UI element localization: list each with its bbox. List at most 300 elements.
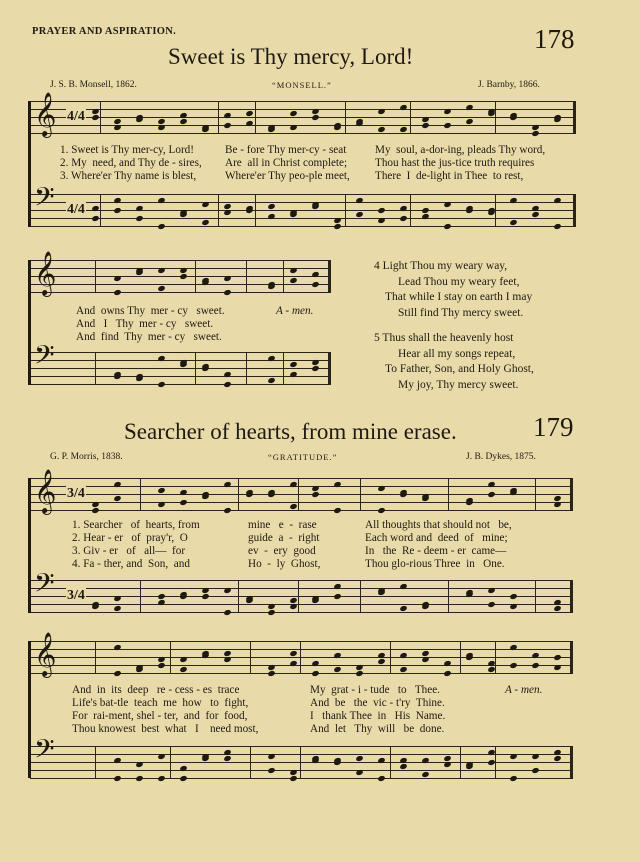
note-head bbox=[245, 207, 253, 214]
note-head bbox=[531, 753, 539, 760]
note-head bbox=[135, 666, 143, 673]
note-head bbox=[91, 215, 99, 222]
barline bbox=[448, 478, 449, 511]
verse-line: To Father, Son, and Holy Ghost, bbox=[385, 363, 534, 375]
note-head bbox=[355, 670, 363, 677]
note-head bbox=[267, 609, 275, 616]
note-head bbox=[245, 491, 253, 498]
staff-line bbox=[30, 202, 575, 203]
note-head bbox=[509, 603, 517, 610]
note-head bbox=[113, 124, 121, 131]
note-head bbox=[245, 597, 253, 604]
barline bbox=[460, 746, 461, 779]
lyric-phrase: 2. My need, and Thy de - sires, bbox=[60, 157, 202, 169]
treble-clef-icon: 𝄞 bbox=[34, 253, 57, 295]
note-head bbox=[465, 118, 473, 125]
note-head bbox=[267, 203, 275, 210]
lyric-phrase: Be - fore Thy mer-cy - seat bbox=[225, 144, 347, 156]
note-head bbox=[443, 223, 451, 230]
lyric-phrase: Thou glo-rious Three in One. bbox=[365, 558, 505, 570]
note-head bbox=[421, 495, 429, 502]
note-head bbox=[509, 662, 517, 669]
barline bbox=[535, 580, 536, 613]
barline bbox=[328, 352, 331, 385]
lyric-phrase: Life's bat-tle teach me how to fight, bbox=[72, 697, 249, 709]
note-head bbox=[179, 775, 187, 782]
note-head bbox=[421, 656, 429, 663]
note-head bbox=[113, 289, 121, 296]
note-head bbox=[157, 593, 165, 600]
barline bbox=[448, 580, 449, 613]
barline bbox=[246, 352, 247, 385]
note-head bbox=[465, 499, 473, 506]
treble-staff bbox=[30, 471, 572, 513]
note-head bbox=[113, 775, 121, 782]
treble-staff bbox=[30, 634, 572, 676]
note-head bbox=[223, 275, 231, 282]
note-head bbox=[289, 603, 297, 610]
note-head bbox=[157, 501, 165, 508]
note-head bbox=[157, 118, 165, 125]
barline bbox=[298, 580, 299, 613]
lyric-phrase: In the Re - deem - er came— bbox=[365, 545, 507, 557]
barline bbox=[140, 580, 141, 613]
system-brace bbox=[28, 478, 31, 613]
treble-clef-icon: 𝄞 bbox=[34, 471, 57, 513]
lyric-phrase: 4. Fa - ther, and Son, and bbox=[72, 558, 190, 570]
barline bbox=[535, 478, 536, 511]
barline bbox=[460, 641, 461, 674]
note-head bbox=[333, 666, 341, 673]
system-brace bbox=[28, 260, 31, 385]
note-head bbox=[157, 487, 165, 494]
note-head bbox=[201, 593, 209, 600]
note-head bbox=[113, 207, 121, 214]
extra-verse bbox=[374, 259, 534, 321]
time-signature: 4/4 bbox=[67, 109, 85, 124]
note-head bbox=[223, 755, 231, 762]
barline bbox=[298, 478, 299, 511]
note-head bbox=[267, 126, 275, 133]
note-head bbox=[377, 658, 385, 665]
lyric-phrase: Ho - ly Ghost, bbox=[248, 558, 321, 570]
verse-number: 4 bbox=[374, 260, 380, 272]
note-head bbox=[333, 223, 341, 230]
note-head bbox=[267, 491, 275, 498]
verse-row bbox=[374, 378, 534, 394]
barline bbox=[573, 194, 576, 227]
note-head bbox=[201, 201, 209, 208]
bass-clef-icon: 𝄢 bbox=[34, 182, 55, 218]
time-signature: 3/4 bbox=[67, 588, 85, 603]
verse-line: Still find Thy mercy sweet. bbox=[398, 306, 524, 319]
note-head bbox=[113, 605, 121, 612]
note-head bbox=[465, 654, 473, 661]
staff-line bbox=[30, 226, 575, 227]
note-head bbox=[553, 605, 561, 612]
note-head bbox=[91, 114, 99, 121]
verse-row bbox=[374, 290, 534, 306]
lyric-phrase: Thou hast the jus-tice truth requires bbox=[375, 157, 535, 169]
note-head bbox=[377, 207, 385, 214]
note-head bbox=[355, 769, 363, 776]
note-head bbox=[223, 203, 231, 210]
lyric-phrase: I thank Thee in His Name. bbox=[310, 710, 446, 722]
barline bbox=[255, 101, 256, 134]
lyric-phrase: And I Thy mer - cy sweet. bbox=[76, 318, 214, 330]
staff-line bbox=[30, 612, 572, 613]
lyric-phrase: 3. Where'er Thy name is blest, bbox=[60, 170, 197, 182]
staff-line bbox=[30, 292, 330, 293]
barline bbox=[570, 478, 573, 511]
note-head bbox=[289, 597, 297, 604]
note-head bbox=[135, 761, 143, 768]
lyric-phrase: guide a - right bbox=[248, 532, 320, 544]
note-head bbox=[509, 753, 517, 760]
barline bbox=[238, 478, 239, 511]
note-head bbox=[113, 495, 121, 502]
section-heading: PRAYER AND ASPIRATION. bbox=[32, 26, 176, 37]
verse-row bbox=[374, 275, 534, 291]
verse-line: Thus shall the heavenly host bbox=[382, 332, 514, 344]
note-head bbox=[421, 650, 429, 657]
verse-line: Light Thou my weary way, bbox=[382, 260, 508, 272]
barline bbox=[495, 746, 496, 779]
note-head bbox=[157, 267, 165, 274]
note-head bbox=[157, 775, 165, 782]
note-head bbox=[157, 223, 165, 230]
lyric-phrase: mine e - rase bbox=[248, 519, 317, 531]
note-head bbox=[179, 118, 187, 125]
hymn-title: Searcher of hearts, from mine erase. bbox=[124, 419, 457, 444]
barline bbox=[328, 260, 331, 293]
note-head bbox=[201, 755, 209, 762]
note-head bbox=[223, 381, 231, 388]
barline bbox=[360, 478, 361, 511]
verse-line: Lead Thou my weary feet, bbox=[398, 275, 520, 288]
treble-clef-icon: 𝄞 bbox=[34, 634, 57, 676]
barline bbox=[218, 101, 219, 134]
staff-line bbox=[30, 580, 572, 581]
staff-line bbox=[30, 510, 572, 511]
staff-line bbox=[30, 770, 572, 771]
extra-verses bbox=[374, 259, 534, 403]
lyric-phrase: 2. Hear - er of pray'r, O bbox=[72, 532, 188, 544]
lyric-phrase: And in its deep re - cess - es trace bbox=[72, 684, 240, 696]
amen-text: A - men. bbox=[505, 684, 543, 696]
hymn-title: Sweet is Thy mercy, Lord! bbox=[168, 44, 414, 69]
note-head bbox=[377, 126, 385, 133]
note-head bbox=[113, 373, 121, 380]
staff-line bbox=[30, 384, 330, 385]
barline bbox=[195, 352, 196, 385]
note-head bbox=[311, 365, 319, 372]
barline bbox=[283, 352, 284, 385]
hymn-composer: J. Barnby, 1866. bbox=[478, 80, 540, 90]
note-head bbox=[179, 361, 187, 368]
note-head bbox=[377, 507, 385, 514]
note-head bbox=[267, 753, 275, 760]
note-head bbox=[267, 670, 275, 677]
note-head bbox=[267, 377, 275, 384]
note-head bbox=[289, 211, 297, 218]
note-head bbox=[531, 211, 539, 218]
note-head bbox=[157, 662, 165, 669]
note-head bbox=[421, 122, 429, 129]
lyric-phrase: ev - ery good bbox=[248, 545, 316, 557]
barline bbox=[390, 641, 391, 674]
staff-line bbox=[30, 641, 572, 642]
note-head bbox=[179, 666, 187, 673]
treble-staff bbox=[30, 94, 575, 136]
staff-line bbox=[30, 649, 572, 650]
barline bbox=[283, 260, 284, 293]
note-head bbox=[531, 662, 539, 669]
staff-line bbox=[30, 218, 575, 219]
note-head bbox=[289, 267, 297, 274]
lyric-phrase: 1. Searcher of hearts, from bbox=[72, 519, 200, 531]
staff-line bbox=[30, 284, 330, 285]
barline bbox=[345, 101, 346, 134]
note-head bbox=[245, 110, 253, 117]
staff-line bbox=[30, 596, 572, 597]
note-head bbox=[421, 207, 429, 214]
note-head bbox=[421, 771, 429, 778]
barline bbox=[100, 101, 101, 134]
note-head bbox=[289, 110, 297, 117]
barline bbox=[570, 746, 573, 779]
note-head bbox=[399, 666, 407, 673]
barline bbox=[573, 101, 576, 134]
barline bbox=[95, 746, 96, 779]
note-head bbox=[399, 215, 407, 222]
barline bbox=[95, 352, 96, 385]
lyric-phrase: And owns Thy mer - cy sweet. bbox=[76, 305, 225, 317]
system-brace bbox=[28, 641, 31, 778]
verse-line: Hear all my songs repeat, bbox=[398, 347, 516, 360]
verse-row bbox=[374, 362, 534, 378]
barline bbox=[570, 641, 573, 674]
bass-staff bbox=[30, 568, 572, 612]
verse-row bbox=[374, 306, 534, 322]
verse-row bbox=[374, 347, 534, 363]
staff-line bbox=[30, 368, 330, 369]
barline bbox=[345, 194, 346, 227]
barline bbox=[250, 641, 251, 674]
time-signature: 4/4 bbox=[67, 202, 85, 217]
lyric-phrase: 1. Sweet is Thy mer-cy, Lord! bbox=[60, 144, 194, 156]
note-head bbox=[487, 587, 495, 594]
barline bbox=[170, 746, 171, 779]
note-head bbox=[355, 211, 363, 218]
note-head bbox=[443, 755, 451, 762]
note-head bbox=[113, 118, 121, 125]
barline bbox=[300, 746, 301, 779]
note-head bbox=[399, 605, 407, 612]
lyric-phrase: 3. Giv - er of all— for bbox=[72, 545, 186, 557]
note-head bbox=[289, 775, 297, 782]
staff-line bbox=[30, 478, 572, 479]
note-head bbox=[443, 761, 451, 768]
lyric-phrase: There I de-light in Thee to rest, bbox=[375, 170, 524, 182]
note-head bbox=[223, 650, 231, 657]
barline bbox=[495, 101, 496, 134]
note-head bbox=[179, 593, 187, 600]
note-head bbox=[333, 759, 341, 766]
note-head bbox=[311, 597, 319, 604]
barline bbox=[170, 641, 171, 674]
note-head bbox=[201, 219, 209, 226]
treble-clef-icon: 𝄞 bbox=[34, 94, 57, 136]
note-head bbox=[135, 215, 143, 222]
note-head bbox=[223, 609, 231, 616]
verse-line: That while I stay on earth I may bbox=[385, 291, 533, 303]
note-head bbox=[443, 122, 451, 129]
tune-name: “MONSELL.” bbox=[272, 80, 332, 90]
staff-line bbox=[30, 657, 572, 658]
note-head bbox=[113, 595, 121, 602]
hymn-author: J. S. B. Monsell, 1862. bbox=[50, 80, 137, 90]
note-head bbox=[377, 108, 385, 115]
note-head bbox=[289, 361, 297, 368]
note-head bbox=[399, 491, 407, 498]
system-brace bbox=[28, 101, 31, 227]
note-head bbox=[509, 593, 517, 600]
hymn-composer: J. B. Dykes, 1875. bbox=[466, 452, 536, 462]
note-head bbox=[157, 124, 165, 131]
staff-line bbox=[30, 260, 330, 261]
staff-line bbox=[30, 125, 575, 126]
barline bbox=[360, 580, 361, 613]
note-head bbox=[179, 211, 187, 218]
note-head bbox=[465, 207, 473, 214]
barline bbox=[140, 478, 141, 511]
extra-verse bbox=[374, 331, 534, 393]
barline bbox=[100, 194, 101, 227]
note-head bbox=[223, 209, 231, 216]
note-head bbox=[179, 273, 187, 280]
note-head bbox=[553, 495, 561, 502]
note-head bbox=[377, 485, 385, 492]
note-head bbox=[311, 670, 319, 677]
bass-clef-icon: 𝄢 bbox=[34, 568, 55, 604]
note-head bbox=[531, 130, 539, 137]
note-head bbox=[201, 365, 209, 372]
barline bbox=[495, 194, 496, 227]
staff-line bbox=[30, 376, 330, 377]
staff-line bbox=[30, 194, 575, 195]
bass-staff bbox=[30, 340, 330, 384]
note-head bbox=[377, 775, 385, 782]
barline bbox=[300, 641, 301, 674]
note-head bbox=[553, 223, 561, 230]
note-head bbox=[311, 491, 319, 498]
note-head bbox=[311, 114, 319, 121]
staff-line bbox=[30, 746, 572, 747]
note-head bbox=[487, 601, 495, 608]
note-head bbox=[267, 767, 275, 774]
staff-line bbox=[30, 101, 575, 102]
lyric-phrase: Each word and deed of mine; bbox=[365, 532, 508, 544]
note-head bbox=[179, 656, 187, 663]
note-head bbox=[289, 503, 297, 510]
note-head bbox=[157, 285, 165, 292]
barline bbox=[238, 580, 239, 613]
note-head bbox=[509, 219, 517, 226]
verse-row bbox=[374, 331, 534, 347]
note-head bbox=[399, 126, 407, 133]
barline bbox=[410, 194, 411, 227]
hymn-number: 178 bbox=[534, 24, 575, 54]
lyric-phrase: My soul, a-dor-ing, pleads Thy word, bbox=[375, 144, 546, 156]
barline bbox=[246, 260, 247, 293]
note-head bbox=[157, 753, 165, 760]
lyric-phrase: Are all in Christ complete; bbox=[225, 157, 348, 169]
note-head bbox=[113, 670, 121, 677]
note-head bbox=[91, 507, 99, 514]
note-head bbox=[135, 269, 143, 276]
note-head bbox=[443, 670, 451, 677]
barline bbox=[410, 101, 411, 134]
note-head bbox=[377, 217, 385, 224]
hymn-number: 179 bbox=[533, 412, 574, 442]
note-head bbox=[179, 499, 187, 506]
note-head bbox=[355, 755, 363, 762]
lyric-phrase: All thoughts that should not be, bbox=[365, 519, 512, 531]
lyric-phrase: My grat - i - tude to Thee. bbox=[310, 684, 440, 696]
tune-name: “GRATITUDE.” bbox=[268, 452, 338, 462]
note-head bbox=[553, 501, 561, 508]
note-head bbox=[443, 108, 451, 115]
note-head bbox=[487, 491, 495, 498]
note-head bbox=[553, 664, 561, 671]
note-head bbox=[377, 589, 385, 596]
note-head bbox=[311, 203, 319, 210]
note-head bbox=[509, 114, 517, 121]
note-head bbox=[465, 763, 473, 770]
bass-staff bbox=[30, 182, 575, 226]
treble-staff bbox=[30, 253, 330, 295]
barline bbox=[218, 194, 219, 227]
verse-line: My joy, Thy mercy sweet. bbox=[398, 378, 519, 391]
note-head bbox=[553, 755, 561, 762]
bass-clef-icon: 𝄢 bbox=[34, 734, 55, 770]
lyric-phrase: Thou knowest best what I need most, bbox=[72, 723, 259, 735]
staff-line bbox=[30, 352, 330, 353]
staff-line bbox=[30, 778, 572, 779]
note-head bbox=[135, 775, 143, 782]
note-head bbox=[223, 587, 231, 594]
note-head bbox=[399, 763, 407, 770]
staff-line bbox=[30, 133, 575, 134]
note-head bbox=[223, 656, 231, 663]
bass-staff bbox=[30, 734, 572, 778]
barline bbox=[95, 260, 96, 293]
verse-row bbox=[374, 259, 534, 275]
note-head bbox=[333, 507, 341, 514]
verse-number: 5 bbox=[374, 332, 380, 344]
barline bbox=[255, 194, 256, 227]
time-signature: 3/4 bbox=[67, 486, 85, 501]
note-head bbox=[223, 122, 231, 129]
note-head bbox=[531, 767, 539, 774]
staff-line bbox=[30, 117, 575, 118]
bass-clef-icon: 𝄢 bbox=[34, 340, 55, 376]
note-head bbox=[223, 507, 231, 514]
staff-line bbox=[30, 673, 572, 674]
note-head bbox=[509, 775, 517, 782]
lyric-phrase: Where'er Thy peo-ple meet, bbox=[225, 170, 350, 182]
